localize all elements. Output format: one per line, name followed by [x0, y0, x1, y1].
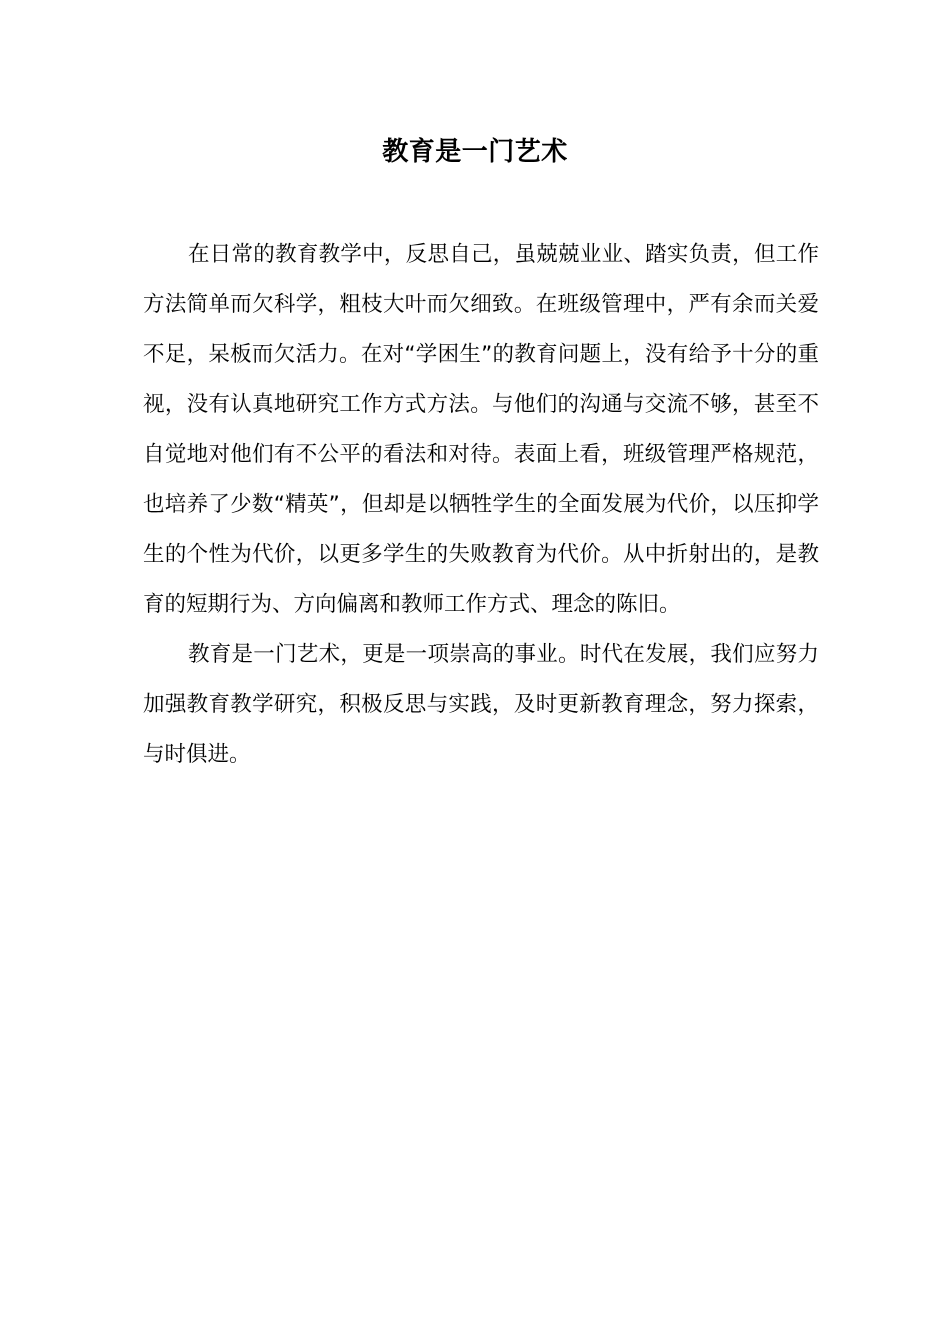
paragraph-2: 教育是一门艺术，更是一项崇高的事业。时代在发展，我们应努力加强教育教学研究，积极反思与实践，及时更新教育理念，努力探索，与时俱进。 [143, 642, 819, 767]
document-body [143, 230, 819, 780]
paragraph-1: 在日常的教育教学中，反思自己，虽兢兢业业、踏实负责，但工作方法简单而欠科学，粗枝大叶而欠细致。在班级管理中，严有余而关爱不足，呆板而欠活力。在对“学困生”的教育问题上，没有给予十分的重视，没有认真地研究工作方式方法。与他们的沟通与交流不够，甚至不自觉地对他们有不公平的看法和对待。表面上看，班级管理严格规范，也培养了少数“精英”，但却是以牺牲学生的全面发展为代价，以压抑学生的个性为代价，以更多学生的失败教育为代价。从中折射出的，是教育的短期行为、方向偏离和教师工作方式、理念的陈旧。 [143, 242, 819, 617]
document-title: 教育是一门艺术 [382, 137, 568, 167]
